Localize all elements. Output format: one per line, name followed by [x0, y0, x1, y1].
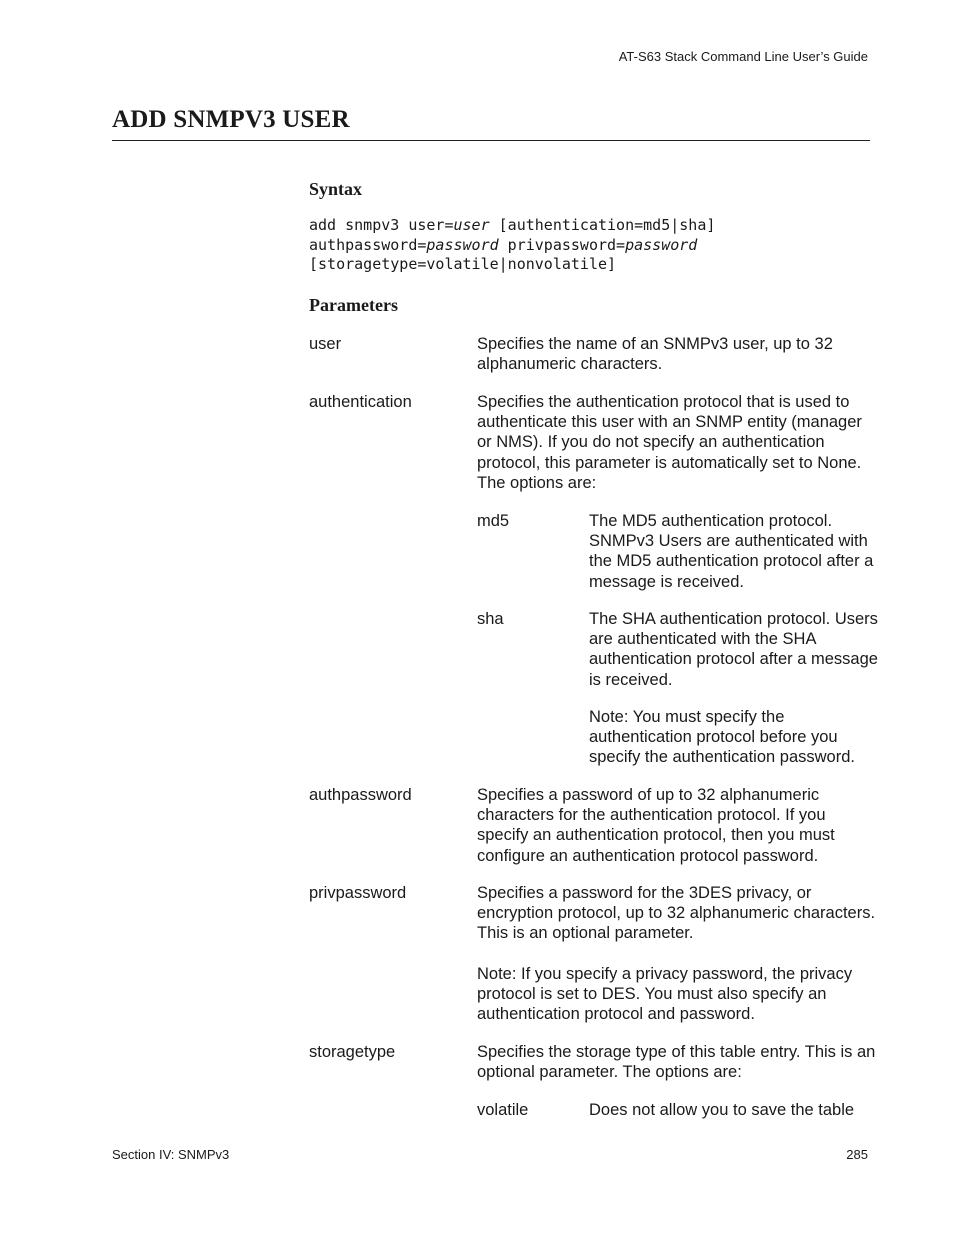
param-term-authentication: authentication	[309, 393, 412, 411]
param-term-storagetype: storagetype	[309, 1043, 396, 1061]
option-desc-sha: The SHA authentication protocol. Users are authenticated with the SHA authentication protocol after a message is received.	[589, 610, 878, 689]
option-term-sha: sha	[477, 610, 504, 628]
option-desc-volatile: Does not allow you to save the table	[589, 1101, 855, 1119]
syntax-heading: Syntax	[309, 179, 363, 199]
parameters-heading: Parameters	[309, 295, 398, 315]
page-title: ADD SNMPV3 USER	[112, 106, 350, 133]
footer-section: Section IV: SNMPv3	[112, 1147, 230, 1162]
syntax-text: [storagetype=volatile|nonvolatile]	[309, 255, 617, 273]
param-desc-user: Specifies the name of an SNMPv3 user, up to 32 alphanumeric characters.	[477, 335, 833, 374]
param-term-privpassword: privpassword	[309, 884, 407, 902]
syntax-text: [authentication=md5|sha]	[489, 216, 716, 234]
syntax-text: authpassword=	[309, 235, 427, 254]
param-desc-authentication: Specifies the authentication protocol that is used to authenticate this user with an SNMP entity (manager or NMS). If you do not specify an authentication protocol, this parameter is automatically set to None. The options are:	[477, 393, 862, 492]
param-desc-authpassword: Specifies a password of up to 32 alphanumeric characters for the authentication protocol. If you specify an authentication protocol, then you must configure an authentication protocol password.	[477, 786, 835, 865]
syntax-placeholder: password	[625, 235, 698, 254]
option-desc-md5: The MD5 authentication protocol. SNMPv3 Users are authenticated with the MD5 authentication protocol after a message is received.	[589, 512, 874, 591]
option-term-md5: md5	[477, 512, 510, 530]
param-term-user: user	[309, 335, 342, 353]
param-note-privpassword: Note: If you specify a privacy password, the privacy protocol is set to DES. You must also specify an authentication protocol and password.	[477, 965, 853, 1024]
syntax-text: privpassword=	[498, 235, 626, 254]
syntax-placeholder: user	[453, 216, 490, 234]
syntax-text: add snmpv3 user=	[309, 216, 454, 234]
param-term-authpassword: authpassword	[309, 786, 412, 804]
footer-page-number: 285	[846, 1147, 868, 1162]
param-desc-privpassword: Specifies a password for the 3DES privacy, or encryption protocol, up to 32 alphanumeric characters. This is an optional parameter.	[477, 884, 876, 943]
syntax-placeholder: password	[426, 235, 499, 254]
param-desc-storagetype: Specifies the storage type of this table entry. This is an optional parameter. The options are:	[477, 1043, 876, 1082]
option-note-sha: Note: You must specify the authentication protocol before you specify the authentication password.	[589, 708, 855, 767]
title-rule	[112, 140, 870, 141]
option-term-volatile: volatile	[477, 1101, 529, 1119]
running-header: AT-S63 Stack Command Line User’s Guide	[618, 49, 868, 64]
syntax-code-block	[309, 216, 715, 275]
